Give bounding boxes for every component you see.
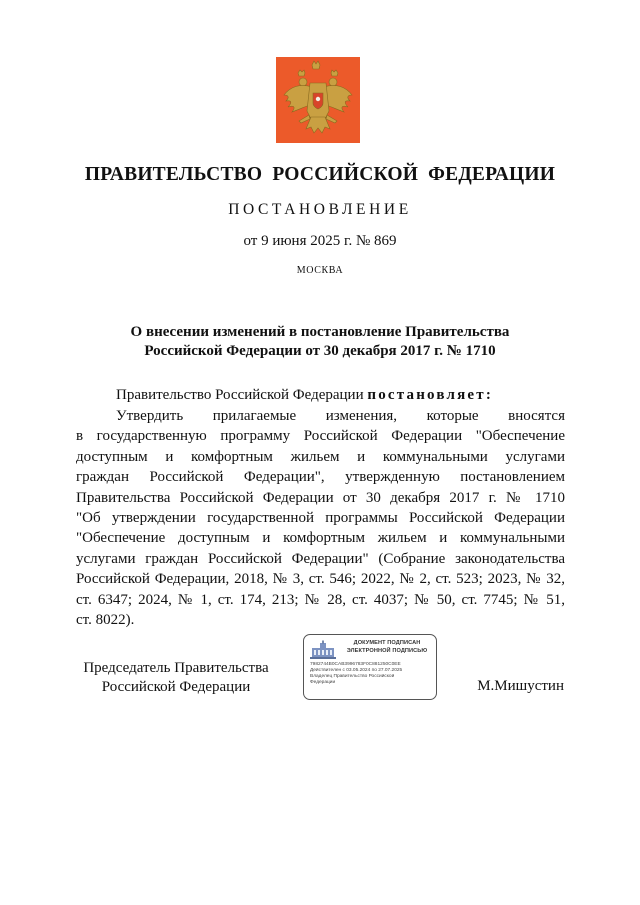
signer-title [76,659,276,697]
subject-line: Российской Федерации от 30 декабря 2017 г. № 1710 [144,343,496,359]
stamp-header-line: ДОКУМЕНТ ПОДПИСАН [353,640,421,646]
signer-name: М.Мишустин [477,678,564,694]
double-headed-eagle-icon [276,57,360,143]
body-line: Российской Федерации, 2018, № 3, ст. 546; 2022, № 2, ст. 523; 2023, № 32, [76,571,565,588]
body-line: "Обеспечение доступным и комфортным жильем и коммунальными [76,530,565,547]
stamp-details [310,662,434,686]
stamp-header-line: ЭЛЕКТРОННОЙ ПОДПИСЬЮ [346,647,428,654]
preamble-text: Правительство Российской Федерации [116,387,368,403]
body-line: Утвердить прилагаемые изменения, которые вносятся [116,408,565,424]
signer-title-line: Российской Федерации [101,679,251,695]
body-line: граждан Российской Федерации", утвержденную постановлением [76,469,565,486]
body-line: ст. 6347; 2024, № 1, ст. 174, 213; № 28, ст. 4037; № 50, ст. 7745; № 51, [76,591,565,608]
body-line: "Об утверждении государственной программы Российской Федерации [76,509,565,526]
document-subject [0,323,640,361]
body-line: ст. 8022). [76,611,135,628]
preamble-emphasis: постановляет: [367,387,494,403]
signer-title-line: Председатель Правительства [83,660,269,676]
body-line: в государственную программу Российской Федерации "Обеспечение [76,428,565,445]
document-body [76,406,565,630]
stamp-owner: Федерации [310,680,336,685]
document-type: ПОСТАНОВЛЕНИЕ [228,201,412,218]
electronic-signature-stamp [303,634,437,700]
body-line: доступным и комфортным жильем и коммунальными услугами [76,448,565,465]
body-line: Правительства Российской Федерации от 30 декабря 2017 г. № 1710 [76,489,565,506]
coat-of-arms-emblem [276,57,360,143]
body-line: услугами граждан Российской Федерации" (Собрание законодательства [76,550,565,567]
stamp-header [340,640,434,655]
government-title: ПРАВИТЕЛЬСТВО РОССИЙСКОЙ ФЕДЕРАЦИИ [84,164,556,185]
stamp-owner: Владелец Правительство Российской [310,674,395,679]
stamp-validity: Действителен с 03.05.2024 по 27.07.2025 [310,668,403,673]
preamble [116,387,493,404]
stamp-certificate: 7982744B0CAB3996783F0C881250C0EE [310,662,401,667]
subject-line: О внесении изменений в постановление Правительства [130,324,510,340]
document-city: МОСКВА [296,265,344,276]
building-icon [309,640,337,660]
document-date-number: от 9 июня 2025 г. № 869 [243,233,397,249]
